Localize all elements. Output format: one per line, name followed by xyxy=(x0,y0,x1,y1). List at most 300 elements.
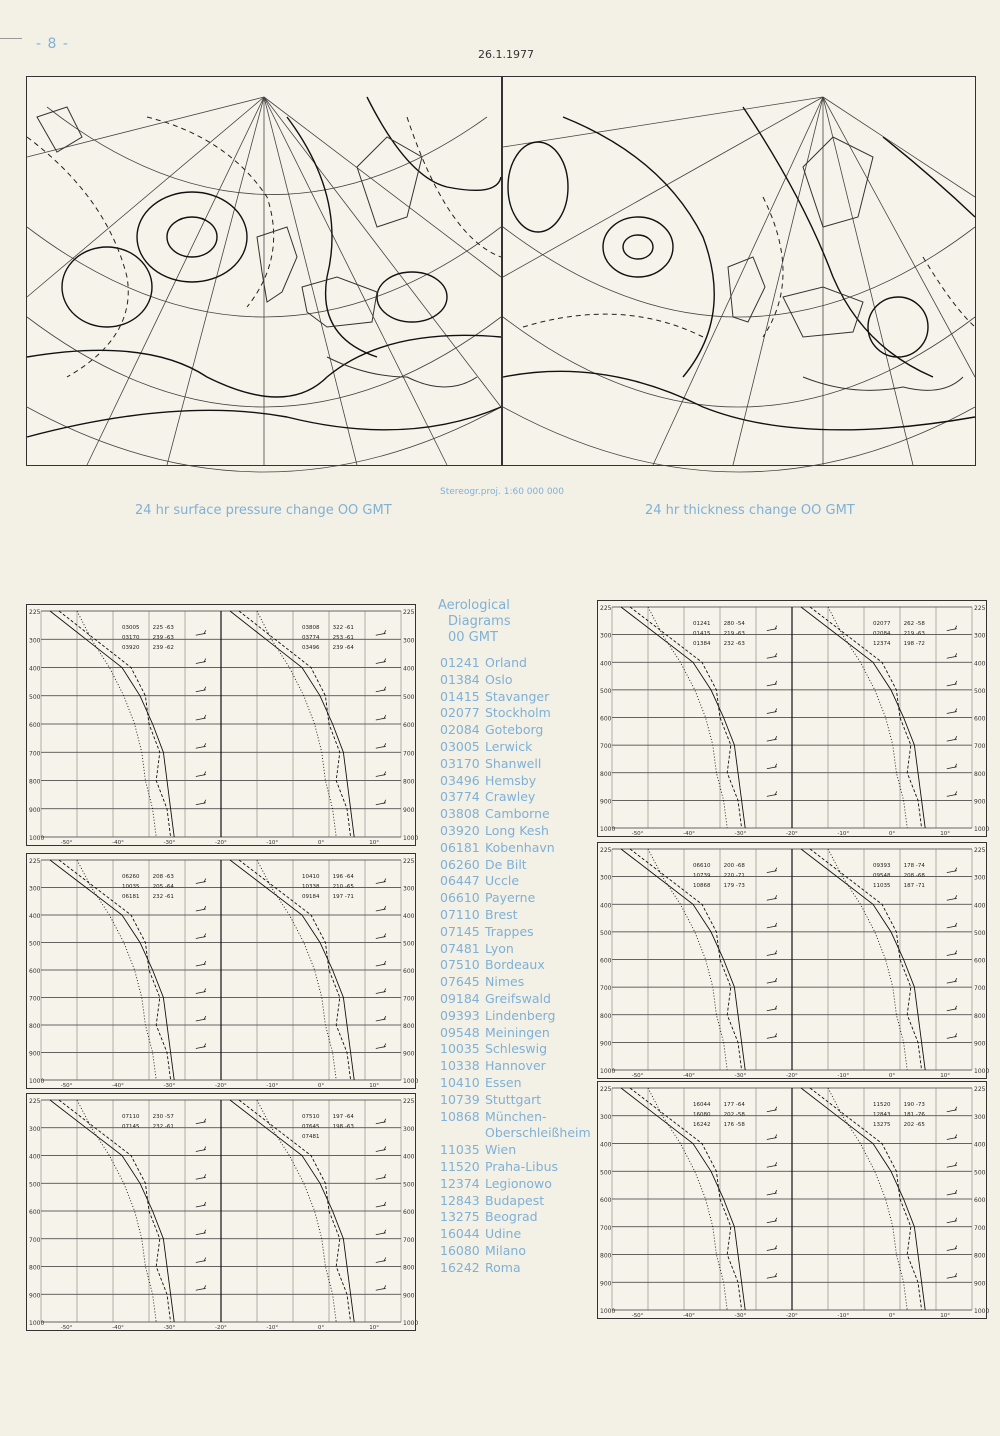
temperature-tick-label: 0° xyxy=(317,840,325,846)
station-code: 07145 xyxy=(440,923,480,939)
station-code: 06610 xyxy=(440,890,480,906)
wind-barb-icon xyxy=(947,709,957,714)
wind-barb-icon xyxy=(196,687,206,692)
station-list-item xyxy=(440,1075,591,1092)
aerological-diagram-graphic xyxy=(27,1094,419,1331)
station-name: Goteborg xyxy=(485,722,544,738)
diagram-tropopause-value: 208 -63 xyxy=(152,874,174,880)
diagram-tropopause-value: 202 -58 xyxy=(723,1112,745,1118)
station-list-item xyxy=(440,705,591,722)
station-list-item xyxy=(440,1025,591,1042)
station-name: Lerwick xyxy=(485,738,533,754)
wind-barb-icon xyxy=(376,1016,386,1021)
station-name: Praha-Libus xyxy=(485,1158,559,1174)
wind-barb-icon xyxy=(196,879,206,884)
wind-barb-icon xyxy=(376,1147,386,1152)
pressure-level-label: 400 xyxy=(974,660,986,668)
diagram-station-code: 03920 xyxy=(122,645,140,651)
diagram-tropopause-value: 230 -57 xyxy=(152,1114,174,1120)
pressure-level-label: 700 xyxy=(600,1224,612,1232)
station-name: Payerne xyxy=(485,890,536,906)
pressure-level-label: 500 xyxy=(29,693,41,701)
pressure-level-label: 900 xyxy=(600,798,612,806)
station-name: Oslo xyxy=(485,671,513,687)
diagram-tropopause-value: 262 -58 xyxy=(903,621,925,627)
station-name: Udine xyxy=(485,1226,522,1242)
legend-title-line3: 00 GMT xyxy=(448,630,498,645)
station-list-item xyxy=(440,890,591,907)
station-code: 03774 xyxy=(440,789,480,805)
diagram-tropopause-value: 232 -61 xyxy=(152,1124,174,1130)
temperature-tick-label: 10° xyxy=(940,1313,951,1319)
pressure-level-label: 800 xyxy=(403,1023,415,1030)
aerological-diagram-panel xyxy=(26,853,419,1089)
temperature-tick-label: -30° xyxy=(163,840,176,846)
pressure-level-label: 300 xyxy=(29,885,41,893)
pressure-level-label: 300 xyxy=(600,874,612,882)
pressure-level-label: 300 xyxy=(974,1113,986,1121)
wind-barb-icon xyxy=(196,989,206,994)
pressure-level-label: 800 xyxy=(600,1012,612,1020)
wind-barb-icon xyxy=(947,764,957,769)
pressure-level-label: 600 xyxy=(974,957,986,965)
diagram-station-code: 03774 xyxy=(302,635,320,641)
pressure-level-label: 1000 xyxy=(974,1068,990,1075)
station-name: Meiningen xyxy=(485,1024,550,1040)
wind-barb-icon xyxy=(196,800,206,805)
temperature-tick-label: -40° xyxy=(683,831,695,837)
pressure-level-label: 400 xyxy=(403,665,415,673)
station-code: 02077 xyxy=(440,705,480,721)
temperature-tick-label: 10° xyxy=(940,831,951,837)
pressure-level-label: 800 xyxy=(403,1264,415,1272)
temperature-tick-label: -20° xyxy=(786,1313,798,1319)
station-code: 11520 xyxy=(440,1158,480,1174)
station-list-item xyxy=(440,1109,591,1126)
station-code: 01241 xyxy=(440,655,480,670)
diagram-tropopause-value: 225 -63 xyxy=(152,625,174,631)
diagram-tropopause-value: 232 -63 xyxy=(723,641,745,647)
wind-barb-icon xyxy=(767,791,777,796)
station-name: Orland xyxy=(485,655,527,670)
diagram-station-code: 09393 xyxy=(873,863,891,869)
pressure-level-label: 600 xyxy=(974,715,986,723)
station-code: 09184 xyxy=(440,990,480,1006)
pressure-level-label: 400 xyxy=(29,1153,41,1161)
pressure-level-label: 400 xyxy=(29,665,41,673)
pressure-level-label: 700 xyxy=(974,743,986,751)
pressure-level-label: 1000 xyxy=(29,1078,45,1085)
station-code: 01384 xyxy=(440,671,480,687)
wind-barb-icon xyxy=(196,630,206,635)
diagram-station-code: 02084 xyxy=(873,631,891,637)
aerological-diagram-panel xyxy=(26,604,419,846)
station-name: Lyon xyxy=(485,940,514,956)
wind-barb-icon xyxy=(947,736,957,741)
temperature-tick-label: 10° xyxy=(369,840,380,846)
pressure-level-label: 300 xyxy=(29,637,41,645)
pressure-level-label: 400 xyxy=(600,1141,612,1149)
pressure-level-label: 700 xyxy=(974,1224,986,1232)
diagram-tropopause-value: 178 -74 xyxy=(903,863,925,869)
wind-barb-icon xyxy=(947,978,957,983)
pressure-level-label: 700 xyxy=(403,995,415,1003)
diagram-tropopause-value: 181 -76 xyxy=(903,1112,925,1118)
station-code: 03170 xyxy=(440,755,480,771)
temperature-tick-label: -30° xyxy=(163,1083,176,1089)
aerological-diagram-panel xyxy=(597,842,990,1079)
pressure-level-label: 225 xyxy=(974,1086,986,1093)
station-name: München- xyxy=(485,1108,547,1124)
temperature-tick-label: -20° xyxy=(215,1083,227,1089)
pressure-level-label: 700 xyxy=(600,985,612,993)
pressure-level-label: 300 xyxy=(403,885,415,893)
diagram-tropopause-value: 202 -65 xyxy=(903,1122,925,1128)
station-code: 01415 xyxy=(440,688,480,704)
pressure-level-label: 300 xyxy=(974,874,986,882)
temperature-tick-label: 0° xyxy=(888,1073,896,1079)
pressure-level-label: 500 xyxy=(600,929,612,937)
temperature-tick-label: -10° xyxy=(266,1083,279,1089)
temperature-tick-label: -10° xyxy=(837,831,850,837)
pressure-level-label: 500 xyxy=(974,1169,986,1177)
diagram-tropopause-value: 198 -63 xyxy=(332,1124,354,1130)
station-name: Beograd xyxy=(485,1209,538,1225)
pressure-level-label: 900 xyxy=(974,1280,986,1288)
wind-barb-icon xyxy=(947,1006,957,1011)
wind-barb-icon xyxy=(196,906,206,911)
wind-barb-icon xyxy=(196,961,206,966)
temperature-tick-label: -20° xyxy=(786,1073,798,1079)
wind-barb-icon xyxy=(376,1202,386,1207)
pressure-level-label: 600 xyxy=(600,957,612,965)
station-code xyxy=(440,1125,485,1142)
pressure-level-label: 500 xyxy=(403,693,415,701)
diagram-station-code: 10410 xyxy=(302,874,320,880)
station-list-item xyxy=(440,756,591,773)
station-code: 03005 xyxy=(440,738,480,754)
station-list-item xyxy=(440,873,591,890)
station-code: 06447 xyxy=(440,873,480,889)
wind-barb-icon xyxy=(196,1016,206,1021)
diagram-tropopause-value: 197 -71 xyxy=(332,894,354,900)
wind-barb-icon xyxy=(376,879,386,884)
wind-barb-icon xyxy=(767,951,777,956)
diagram-tropopause-value: 232 -61 xyxy=(152,894,174,900)
wind-barb-icon xyxy=(947,1190,957,1195)
pressure-level-label: 600 xyxy=(403,722,415,729)
station-name: Essen xyxy=(485,1074,522,1090)
wind-barb-icon xyxy=(767,868,777,873)
diagram-station-code: 12843 xyxy=(873,1112,891,1118)
wind-barb-icon xyxy=(947,951,957,956)
station-name: Crawley xyxy=(485,789,536,805)
station-list-item xyxy=(440,1260,591,1277)
wind-barb-icon xyxy=(947,895,957,900)
temperature-tick-label: -30° xyxy=(734,1073,747,1079)
diagram-tropopause-value: 239 -62 xyxy=(152,645,174,651)
wind-barb-icon xyxy=(947,923,957,928)
temperature-tick-label: 0° xyxy=(317,1083,325,1089)
station-name: Oberschleißheim xyxy=(485,1125,591,1141)
station-code: 09548 xyxy=(440,1024,480,1040)
station-list-item xyxy=(440,957,591,974)
temperature-tick-label: -10° xyxy=(266,840,279,846)
station-list-item xyxy=(440,1176,591,1193)
wind-barb-icon xyxy=(376,687,386,692)
temperature-tick-label: -20° xyxy=(215,1325,227,1331)
station-code: 16242 xyxy=(440,1259,480,1275)
wind-barb-icon xyxy=(196,772,206,777)
station-list-item xyxy=(440,722,591,739)
station-code: 07110 xyxy=(440,906,480,922)
station-list-item xyxy=(440,823,591,840)
diagram-tropopause-value: 219 -63 xyxy=(903,631,925,637)
temperature-tick-label: -50° xyxy=(60,840,73,846)
pressure-level-label: 1000 xyxy=(403,1320,419,1327)
wind-barb-icon xyxy=(196,659,206,664)
wind-barb-icon xyxy=(767,1107,777,1112)
diagram-station-code: 10035 xyxy=(122,884,140,890)
station-name: Stuttgart xyxy=(485,1091,542,1107)
station-list-item xyxy=(440,1209,591,1226)
station-list-item xyxy=(440,655,591,672)
wind-barb-icon xyxy=(767,923,777,928)
pressure-level-label: 300 xyxy=(29,1125,41,1133)
temperature-tick-label: 0° xyxy=(317,1325,325,1331)
station-name: Hannover xyxy=(485,1058,546,1074)
station-code: 12843 xyxy=(440,1192,480,1208)
thickness-map-graphic xyxy=(503,77,975,465)
wind-barb-icon xyxy=(376,1285,386,1290)
aerological-diagram-graphic xyxy=(598,843,990,1079)
pressure-level-label: 700 xyxy=(29,995,41,1003)
pressure-level-label: 700 xyxy=(403,1236,415,1244)
station-code: 11035 xyxy=(440,1142,480,1158)
pressure-level-label: 400 xyxy=(600,902,612,910)
wind-barb-icon xyxy=(767,1006,777,1011)
pressure-level-label: 225 xyxy=(403,609,415,616)
station-list-item xyxy=(440,689,591,706)
wind-barb-icon xyxy=(376,1258,386,1263)
station-list-item xyxy=(440,789,591,806)
wind-barb-icon xyxy=(947,1273,957,1278)
diagram-station-code: 10868 xyxy=(693,883,711,889)
pressure-level-label: 1000 xyxy=(974,826,990,833)
temperature-tick-label: -30° xyxy=(734,1313,747,1319)
diagram-tropopause-value: 219 -63 xyxy=(723,631,745,637)
diagram-station-code: 06610 xyxy=(693,863,711,869)
station-list-item xyxy=(440,941,591,958)
diagram-station-code: 11035 xyxy=(873,883,891,889)
diagram-station-code: 06181 xyxy=(122,894,140,900)
pressure-level-label: 600 xyxy=(29,1209,41,1216)
page-edge-rule xyxy=(0,38,22,39)
station-list-item xyxy=(440,907,591,924)
station-list-item xyxy=(440,1159,591,1176)
station-list-item xyxy=(440,1092,591,1109)
wind-barb-icon xyxy=(767,1135,777,1140)
station-code: 10338 xyxy=(440,1058,480,1074)
station-name: Uccle xyxy=(485,873,520,889)
temperature-tick-label: 10° xyxy=(369,1083,380,1089)
diagram-tropopause-value: 196 -64 xyxy=(332,874,354,880)
diagram-tropopause-value: 177 -64 xyxy=(723,1102,745,1108)
legend-title-line1: Aerological xyxy=(438,598,510,613)
diagram-station-code: 03170 xyxy=(122,635,140,641)
pressure-level-label: 225 xyxy=(974,605,986,612)
pressure-level-label: 800 xyxy=(600,1252,612,1260)
temperature-tick-label: -40° xyxy=(112,1325,124,1331)
wind-barb-icon xyxy=(767,978,777,983)
diagram-station-code: 01415 xyxy=(693,631,711,637)
station-code: 06260 xyxy=(440,856,480,872)
station-code: 06181 xyxy=(440,839,480,855)
temperature-tick-label: -20° xyxy=(786,831,798,837)
wind-barb-icon xyxy=(196,743,206,748)
pressure-level-label: 500 xyxy=(600,1169,612,1177)
diagram-tropopause-value: 253 -61 xyxy=(332,635,354,641)
wind-barb-icon xyxy=(376,1119,386,1124)
temperature-tick-label: -50° xyxy=(60,1083,73,1089)
station-name: Budapest xyxy=(485,1192,545,1208)
pressure-level-label: 225 xyxy=(29,609,41,616)
temperature-tick-label: -50° xyxy=(60,1325,73,1331)
pressure-level-label: 800 xyxy=(974,770,986,778)
temperature-tick-label: 10° xyxy=(369,1325,380,1331)
diagram-station-code: 07645 xyxy=(302,1124,320,1130)
pressure-level-label: 800 xyxy=(403,778,415,786)
temperature-tick-label: -10° xyxy=(266,1325,279,1331)
station-name: Schleswig xyxy=(485,1041,548,1057)
pressure-level-label: 400 xyxy=(974,1141,986,1149)
aerological-diagram-panel xyxy=(597,600,990,837)
station-list-item xyxy=(440,1226,591,1243)
station-list xyxy=(440,655,591,1276)
pressure-level-label: 1000 xyxy=(600,1308,616,1315)
temperature-tick-label: 0° xyxy=(888,1313,896,1319)
station-code: 03808 xyxy=(440,806,480,822)
pressure-level-label: 800 xyxy=(974,1012,986,1020)
pressure-level-label: 800 xyxy=(29,778,41,786)
wind-barb-icon xyxy=(196,1119,206,1124)
wind-barb-icon xyxy=(376,630,386,635)
diagram-station-code: 07145 xyxy=(122,1124,140,1130)
wind-barb-icon xyxy=(196,715,206,720)
aerological-legend-title xyxy=(438,598,511,646)
temperature-tick-label: 10° xyxy=(940,1073,951,1079)
wind-barb-icon xyxy=(947,868,957,873)
pressure-level-label: 800 xyxy=(974,1252,986,1260)
aerological-diagram-graphic xyxy=(598,1082,990,1319)
diagram-tropopause-value: 198 -72 xyxy=(903,641,925,647)
pressure-level-label: 400 xyxy=(974,902,986,910)
wind-barb-icon xyxy=(947,626,957,631)
pressure-level-label: 1000 xyxy=(600,826,616,833)
diagram-station-code: 07481 xyxy=(302,1134,320,1140)
station-name: Stavanger xyxy=(485,688,550,704)
station-code: 10410 xyxy=(440,1074,480,1090)
diagram-station-code: 10739 xyxy=(693,873,711,879)
station-list-item xyxy=(440,1058,591,1075)
wind-barb-icon xyxy=(767,736,777,741)
pressure-level-label: 1000 xyxy=(403,835,419,842)
wind-barb-icon xyxy=(767,1218,777,1223)
pressure-level-label: 900 xyxy=(403,806,415,814)
pressure-level-label: 400 xyxy=(403,913,415,920)
diagram-tropopause-value: 205 -64 xyxy=(152,884,174,890)
pressure-level-label: 300 xyxy=(403,1125,415,1133)
temperature-tick-label: -30° xyxy=(163,1325,176,1331)
pressure-level-label: 700 xyxy=(974,985,986,993)
station-name: Roma xyxy=(485,1259,521,1275)
pressure-level-label: 1000 xyxy=(29,1320,45,1327)
pressure-level-label: 1000 xyxy=(403,1078,419,1085)
pressure-level-label: 225 xyxy=(974,847,986,854)
pressure-map-caption: 24 hr surface pressure change OO GMT xyxy=(135,503,392,518)
pressure-level-label: 900 xyxy=(974,1040,986,1048)
diagram-station-code: 16242 xyxy=(693,1122,711,1128)
station-list-item xyxy=(440,1142,591,1159)
temperature-tick-label: -50° xyxy=(631,1073,644,1079)
station-list-item xyxy=(440,739,591,756)
pressure-level-label: 800 xyxy=(29,1264,41,1272)
pressure-level-label: 300 xyxy=(403,637,415,645)
station-code: 12374 xyxy=(440,1175,480,1191)
station-name: Brest xyxy=(485,906,518,922)
wind-barb-icon xyxy=(196,934,206,939)
station-name: Camborne xyxy=(485,806,550,822)
wind-barb-icon xyxy=(376,772,386,777)
station-list-item xyxy=(440,1041,591,1058)
pressure-level-label: 700 xyxy=(29,1236,41,1244)
pressure-level-label: 300 xyxy=(600,1113,612,1121)
diagram-station-code: 06260 xyxy=(122,874,140,880)
pressure-level-label: 600 xyxy=(600,715,612,723)
wind-barb-icon xyxy=(947,1135,957,1140)
pressure-level-label: 300 xyxy=(600,632,612,640)
wind-barb-icon xyxy=(376,659,386,664)
pressure-level-label: 500 xyxy=(403,940,415,948)
station-list-item xyxy=(440,1008,591,1025)
pressure-level-label: 400 xyxy=(29,913,41,920)
wind-barb-icon xyxy=(947,1033,957,1038)
diagram-station-code: 12374 xyxy=(873,641,891,647)
diagram-tropopause-value: 280 -54 xyxy=(723,621,745,627)
station-name: Bordeaux xyxy=(485,957,545,973)
wind-barb-icon xyxy=(376,1044,386,1049)
pressure-level-label: 900 xyxy=(974,798,986,806)
wind-barb-icon xyxy=(767,1190,777,1195)
pressure-level-label: 225 xyxy=(403,1098,415,1105)
station-code: 10739 xyxy=(440,1091,480,1107)
diagram-tropopause-value: 179 -73 xyxy=(723,883,745,889)
station-name: De Bilt xyxy=(485,856,527,872)
diagram-station-code: 03496 xyxy=(302,645,320,651)
wind-barb-icon xyxy=(947,681,957,686)
pressure-level-label: 900 xyxy=(600,1280,612,1288)
pressure-level-label: 600 xyxy=(974,1197,986,1204)
station-name: Legionowo xyxy=(485,1175,552,1191)
wind-barb-icon xyxy=(767,1162,777,1167)
pressure-level-label: 600 xyxy=(600,1197,612,1204)
pressure-level-label: 800 xyxy=(600,770,612,778)
diagram-station-code: 07510 xyxy=(302,1114,320,1120)
pressure-level-label: 225 xyxy=(403,858,415,865)
aerological-diagram-panel xyxy=(26,1093,419,1331)
station-code: 13275 xyxy=(440,1209,480,1225)
pressure-level-label: 1000 xyxy=(29,835,45,842)
